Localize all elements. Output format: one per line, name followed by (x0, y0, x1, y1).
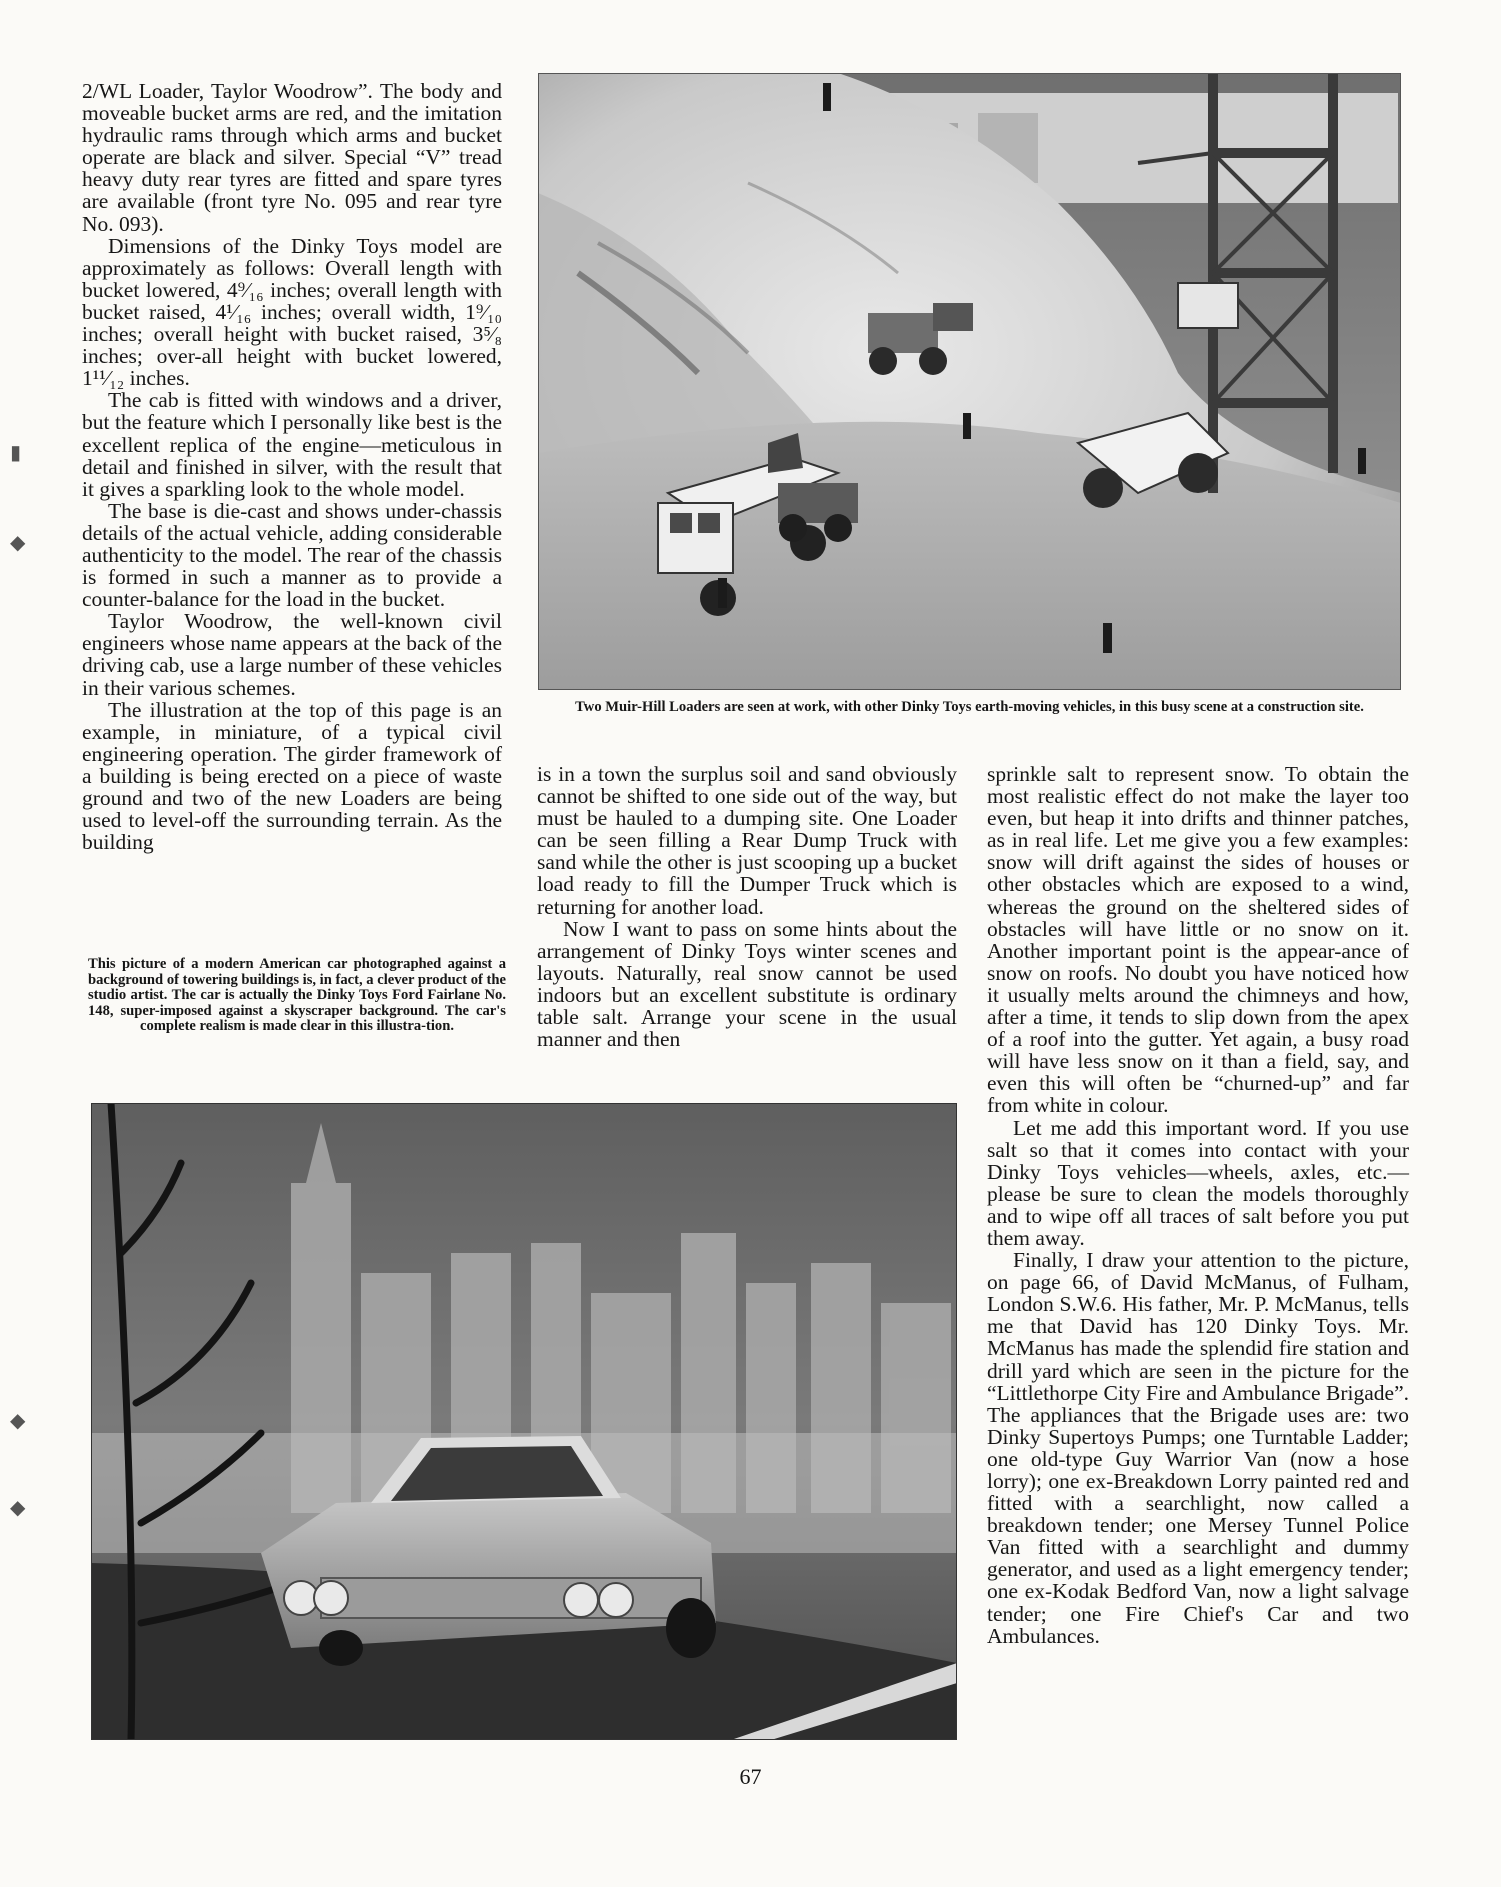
paragraph: Let me add this important word. If you use salt so that it comes into contact with your Dinky Toys vehicles—wheels, axles, etc.—please be sure to clean the models thoroughly and to wipe off all traces of salt before you put them away. (987, 1115, 1409, 1250)
construction-photo-caption: Two Muir-Hill Loaders are seen at work, with other Dinky Toys earth-moving vehicles, in this busy scene at a construction site. (575, 699, 1364, 715)
paragraph: Now I want to pass on some hints about the arrangement of Dinky Toys winter scenes and layouts. Naturally, real snow cannot be used indoors but an excellent substitute is ordinary table salt. Arrange your scene in the usual manner and then (537, 916, 957, 1052)
binding-mark: ▮ (10, 440, 22, 464)
paragraph: is in a town the surplus soil and sand obviously cannot be shifted to one side out of the way, but must be hauled to a dumping site. One Loader can be seen filling a Rear Dump Truck with sand while the other is just scooping up a bucket load ready to fill the Dumper Truck which is returning for another load. (537, 762, 957, 919)
page-number: 67 (739, 1764, 762, 1789)
middle-column (537, 763, 957, 1050)
binding-mark: ◆ (10, 1408, 26, 1432)
paragraph: sprinkle salt to represent snow. To obtain the most realistic effect do not make the layer too even, but heap it into drifts and thinner patches, as in real life. Let me give you a few examples: snow will drift against the sides of houses or other obstacles which are exposed to a wind, whereas the ground on the sheltered sides of obstacles will have little or no snow on it. Another important point is the appear-ance of snow on roofs. No doubt you have noticed how it usually melts around the chimneys and how, after a time, it tends to slip down from the apex of a roof into the gutter. Yet again, a busy road will have less snow on it than a field, say, and even this will often be “churned-up” and far from white in colour. (987, 762, 1409, 1118)
binding-mark: ◆ (10, 530, 26, 554)
paragraph: The base is die-cast and shows under-chassis details of the actual vehicle, adding considerable authenticity to the model. The rear of the chassis is formed in such a manner as to provide a counter-balance for the load in the bucket. (82, 498, 502, 612)
left-column (82, 80, 502, 853)
binding-mark: ◆ (10, 1495, 26, 1519)
paragraph: 2/WL Loader, Taylor Woodrow”. The body and moveable bucket arms are red, and the imitation hydraulic rams through which arms and bucket operate are black and silver. Special “V” tread heavy duty rear tyres are fitted and spare tyres are available (front tyre No. 095 and rear tyre No. 093). (82, 79, 502, 236)
car-photo-caption: This picture of a modern American car photographed against a background of towering buildings is, in fact, a clever product of the studio artist. The car is actually the Dinky Toys Ford Fairlane No. 148, super-imposed against a skyscraper background. The car's complete realism is made clear in this illustra-tion. (88, 956, 506, 1034)
construction-scene-photo (538, 73, 1401, 690)
ford-fairlane-photo (91, 1103, 957, 1740)
right-column (987, 763, 1409, 1647)
paragraph: The illustration at the top of this page is an example, in miniature, of a typical civil engineering operation. The girder framework of a building is being erected on a piece of waste ground and two of the new Loaders are being used to level-off the surrounding terrain. As the building (82, 697, 502, 855)
paragraph: Dimensions of the Dinky Toys model are approximately as follows: Overall length with bucket lowered, 4⁹⁄₁₆ inches; overall length with bucket raised, 4¹⁄₁₆ inches; overall width, 1⁹⁄₁₀ inches; overall height with bucket raised, 3⁵⁄₈ inches; over-all height with bucket lowered, 1¹¹⁄₁₂ inches. (82, 233, 502, 391)
paragraph: Taylor Woodrow, the well-known civil engineers whose name appears at the back of the driving cab, use a large number of these vehicles in their various schemes. (82, 609, 502, 700)
paragraph: Finally, I draw your attention to the picture, on page 66, of David McManus, of Fulham, London S.W.6. His father, Mr. P. McManus, tells me that David has 120 Dinky Toys. Mr. McManus has made the splendid fire station and drill yard which are seen in the picture for the “Littlethorpe City Fire and Ambulance Brigade”. The appliances that the Brigade uses are: two Dinky Supertoys Pumps; one Turntable Ladder; one old-type Guy Warrior Van (now a hose lorry); one ex-Breakdown Lorry painted red and fitted with a searchlight, now called a breakdown tender; one Mersey Tunnel Police Van fitted with a searchlight and dummy generator, and used as a light emergency tender; one ex-Kodak Bedford Van, now a light salvage tender; one Fire Chief's Car and two Ambulances. (987, 1248, 1409, 1648)
paragraph: The cab is fitted with windows and a driver, but the feature which I personally like best is the excellent replica of the engine—meticulous in detail and finished in silver, with the result that it gives a sparkling look to the whole model. (82, 388, 502, 501)
